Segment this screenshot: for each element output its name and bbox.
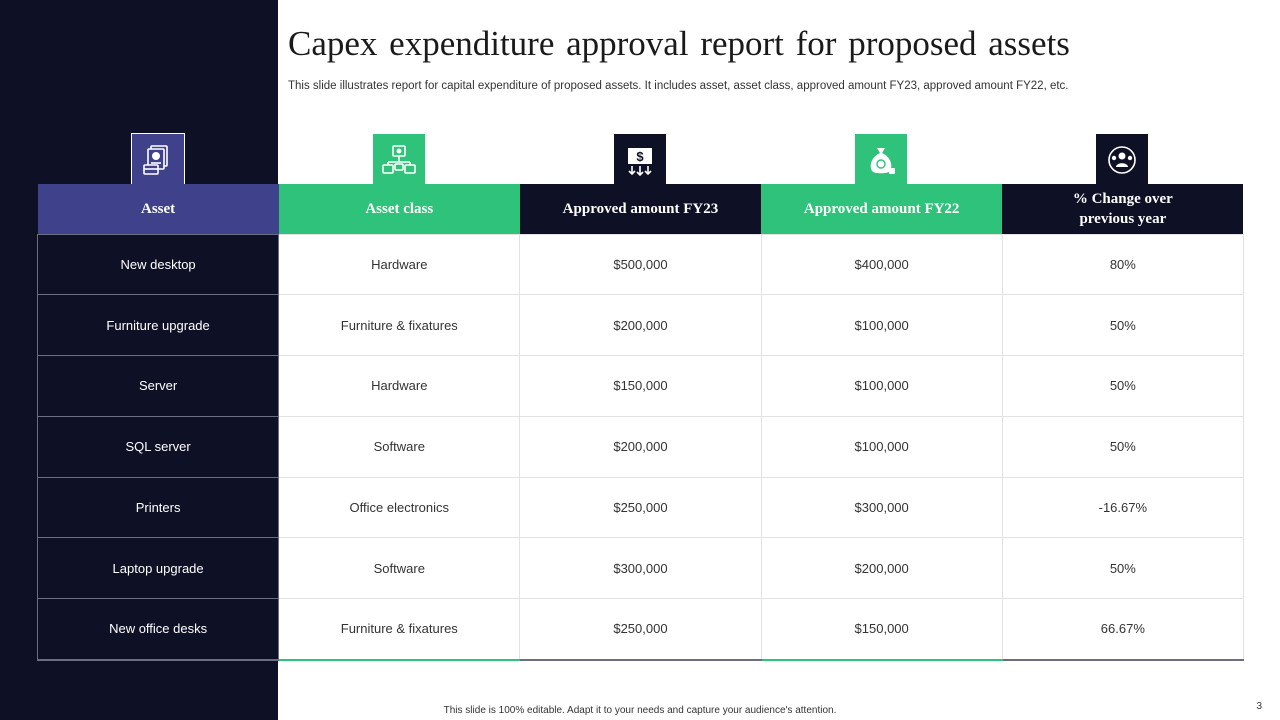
asset-cell: Laptop upgrade <box>38 538 279 599</box>
asset-class-cell: Furniture & fixatures <box>279 295 520 356</box>
table-row <box>38 356 1244 417</box>
slide-title: Capex expenditure approval report for proposed assets <box>288 24 1070 63</box>
table-row <box>38 538 1244 599</box>
change-cell: 50% <box>1002 416 1243 477</box>
approved-fy23-cell: $200,000 <box>520 295 761 356</box>
money-bag-icon <box>854 133 908 187</box>
change-cell: 50% <box>1002 295 1243 356</box>
capex-table <box>37 184 1244 661</box>
asset-class-cell: Hardware <box>279 356 520 417</box>
column-header-change: % Change over previous year <box>1002 184 1243 234</box>
asset-class-cell: Furniture & fixatures <box>279 599 520 660</box>
team-gear-icon <box>1095 133 1149 187</box>
approved-fy22-cell: $150,000 <box>761 599 1002 660</box>
approved-fy23-cell: $150,000 <box>520 356 761 417</box>
asset-cell: New desktop <box>38 234 279 295</box>
approved-fy22-cell: $100,000 <box>761 416 1002 477</box>
network-gear-icon <box>372 133 426 187</box>
asset-cell: Furniture upgrade <box>38 295 279 356</box>
table-row <box>38 477 1244 538</box>
approved-fy23-cell: $200,000 <box>520 416 761 477</box>
asset-cell: SQL server <box>38 416 279 477</box>
approved-fy22-cell: $300,000 <box>761 477 1002 538</box>
approved-fy22-cell: $100,000 <box>761 356 1002 417</box>
svg-text:$: $ <box>636 149 644 164</box>
approved-fy23-cell: $500,000 <box>520 234 761 295</box>
slide-subtitle: This slide illustrates report for capital expenditure of proposed assets. It includes asset, asset class, approved amount FY23, approved amount FY22, etc. <box>288 80 1069 92</box>
asset-class-cell: Office electronics <box>279 477 520 538</box>
approved-fy23-cell: $250,000 <box>520 599 761 660</box>
approved-fy23-cell: $300,000 <box>520 538 761 599</box>
page-number: 3 <box>1256 701 1262 712</box>
change-cell: 66.67% <box>1002 599 1243 660</box>
table-header-row <box>38 184 1244 234</box>
table-row <box>38 295 1244 356</box>
approved-fy22-cell: $100,000 <box>761 295 1002 356</box>
asset-class-cell: Software <box>279 538 520 599</box>
asset-class-cell: Software <box>279 416 520 477</box>
approved-fy22-cell: $200,000 <box>761 538 1002 599</box>
change-cell: 50% <box>1002 356 1243 417</box>
change-cell: 80% <box>1002 234 1243 295</box>
asset-cell: Printers <box>38 477 279 538</box>
table-row <box>38 599 1244 660</box>
dollar-money-down-icon <box>613 133 667 187</box>
approved-fy23-cell: $250,000 <box>520 477 761 538</box>
change-cell: 50% <box>1002 538 1243 599</box>
table-body <box>38 234 1244 660</box>
column-header-approved-fy22: Approved amount FY22 <box>761 184 1002 234</box>
asset-cell: New office desks <box>38 599 279 660</box>
table-row <box>38 234 1244 295</box>
approved-fy22-cell: $400,000 <box>761 234 1002 295</box>
asset-class-cell: Hardware <box>279 234 520 295</box>
asset-cell: Server <box>38 356 279 417</box>
column-header-asset-class: Asset class <box>279 184 520 234</box>
column-header-asset: Asset <box>38 184 279 234</box>
slide-footer: This slide is 100% editable. Adapt it to your needs and capture your audience's attention. <box>443 705 837 716</box>
change-cell: -16.67% <box>1002 477 1243 538</box>
documents-dollar-icon <box>131 133 185 187</box>
column-header-approved-fy23: Approved amount FY23 <box>520 184 761 234</box>
table-row <box>38 416 1244 477</box>
